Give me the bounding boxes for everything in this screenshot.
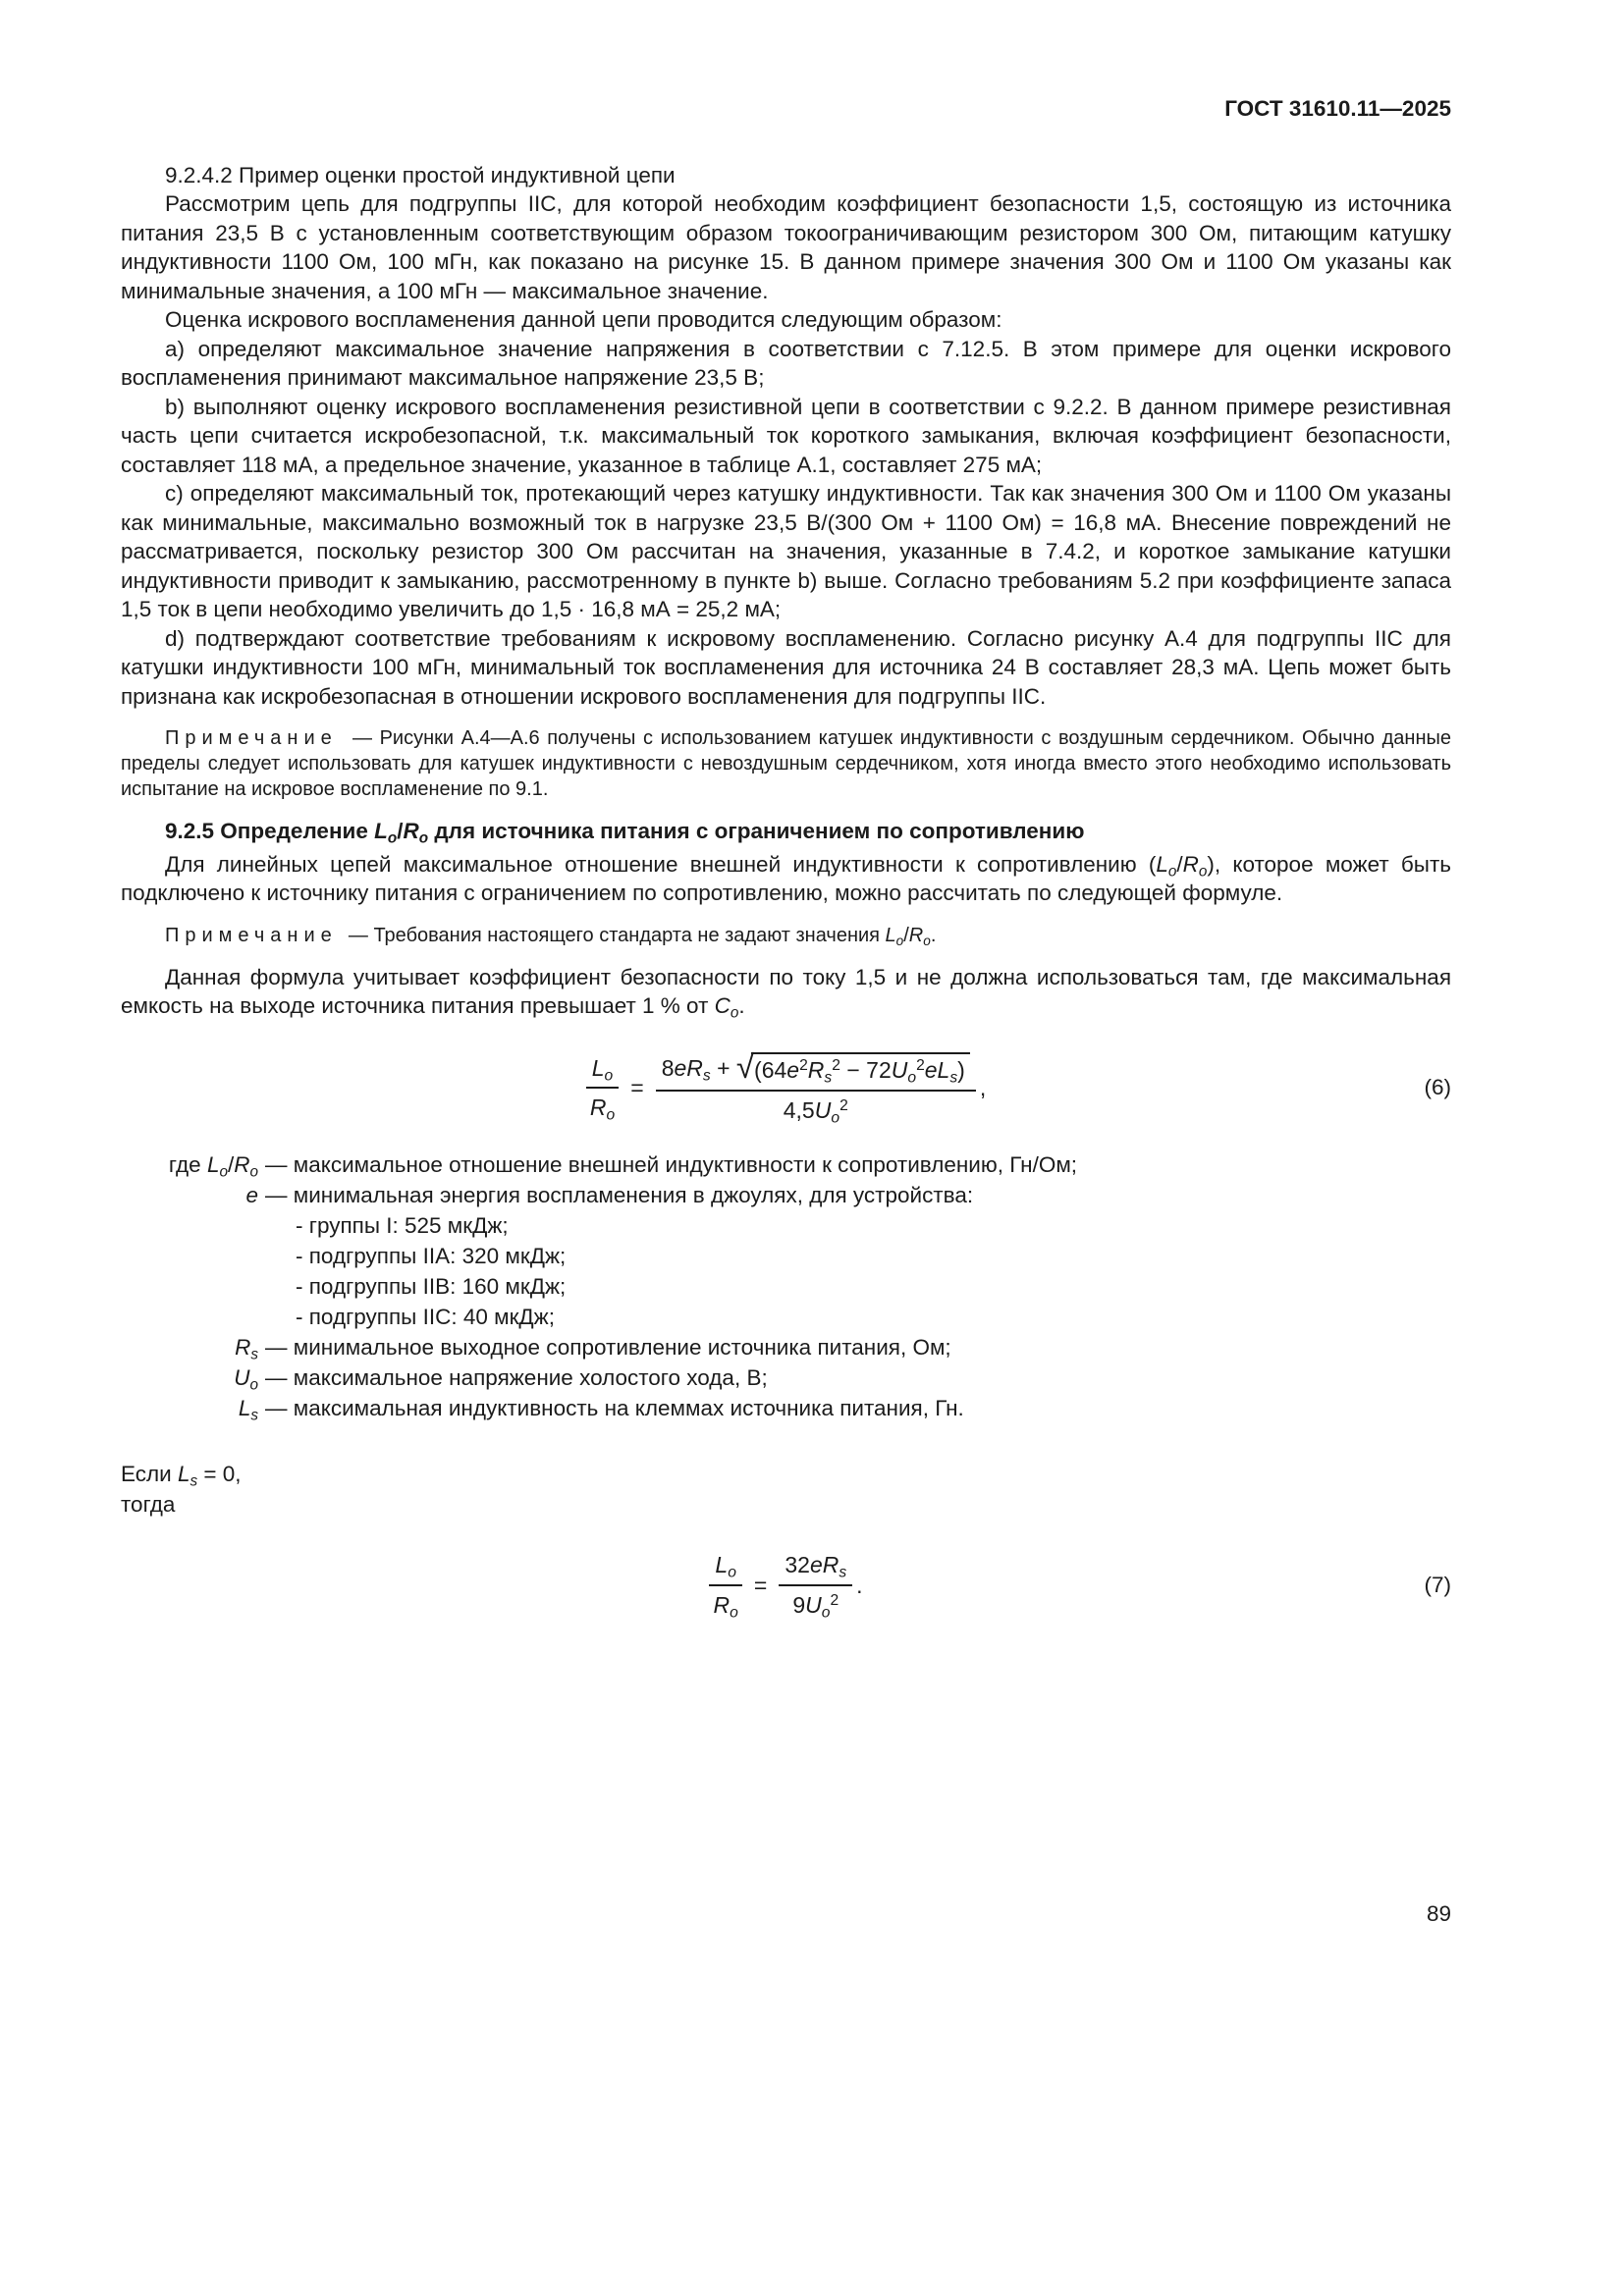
formula-7 <box>121 1551 1451 1620</box>
condition-if-line: Если $L_s = 0$, <box>121 1462 242 1490</box>
doc-number: ГОСТ 31610.11—2025 <box>1224 96 1451 121</box>
where-list <box>121 1149 1451 1423</box>
where-term: e <box>245 1183 258 1208</box>
formula-7-rhs-denominator: $9U_o^2$ <box>792 1592 839 1622</box>
formula-6-rhs-fraction <box>656 1047 976 1126</box>
square-root <box>735 1047 970 1086</box>
where-description: — минимальное выходное сопротивление источника питания, Ом; <box>265 1335 951 1361</box>
formula-7-trailing-punctuation: . <box>856 1572 863 1598</box>
energy-option-group-i: - группы I: 525 мкДж; <box>296 1213 509 1239</box>
formula-6-number: (6) <box>1424 1075 1451 1100</box>
formula-6-trailing-punctuation: , <box>979 1075 987 1100</box>
where-term: $U_o$ <box>234 1365 258 1394</box>
energy-option-iia: - подгруппы IIA: 320 мкДж; <box>296 1244 567 1269</box>
paragraph-example-intro: Рассмотрим цепь для подгруппы IIC, для которой необходим коэффициент безопасности 1,5, состоящую из источника питания 23,5 В с установленным соответствующим образом токоограничивающим резистором 300 Ом, питающим катушку индуктивности 1100 Ом, 100 мГн, как показано на рисунке 15. В данном примере значения 300 Ом и 1100 Ом указаны как минимальные значения, а 100 мГн — максимальное значение. <box>121 191 1451 303</box>
where-description: — максимальная индуктивность на клеммах источника питания, Гн. <box>265 1396 964 1421</box>
page-header <box>121 94 1451 124</box>
equals-sign: = <box>630 1075 644 1100</box>
formula-6-rhs-numerator <box>656 1047 976 1092</box>
where-description: — максимальное напряжение холостого хода, В; <box>265 1365 768 1391</box>
formula-6-lhs-numerator: $L_o$ <box>586 1054 620 1090</box>
formula-6 <box>121 1047 1451 1126</box>
condition-then-line: тогда <box>121 1492 176 1518</box>
where-term: $R_s$ <box>235 1335 258 1363</box>
formula-7-lhs-numerator: $L_o$ <box>709 1551 742 1586</box>
paragraph-925-intro: Для линейных цепей максимальное отношение внешней индуктивности к сопротивлению $(L_o/R_o)$, которое может быть подключено к источнику питания с ограничением по сопротивлению, можно рассчитать по следующей формуле. <box>121 851 1451 905</box>
note-1 <box>121 725 1451 802</box>
formula-7-lhs-fraction <box>709 1551 742 1620</box>
note-1-text: — Рисунки А.4—А.6 получены с использованием катушек индуктивности с воздушным сердечником. Обычно данные пределы следует использовать для катушек индуктивности с невоздушным сердечником, хотя иногда вместо этого необходимо использовать испытание на искровое воспламенение по 9.1. <box>121 727 1451 800</box>
note-2-label: Примечание <box>165 924 338 946</box>
equals-sign: = <box>753 1572 768 1598</box>
where-description: — максимальное отношение внешней индуктивности к сопротивлению, Гн/Ом; <box>265 1152 1078 1178</box>
section-9242-heading: 9.2.4.2 Пример оценки простой индуктивной цепи <box>165 162 676 187</box>
formula-6-lhs-fraction <box>586 1054 620 1123</box>
energy-option-iic: - подгруппы IIC: 40 мкДж; <box>296 1305 555 1330</box>
where-term: где $L_o/R_o$ <box>168 1152 258 1181</box>
formula-6-rhs-denominator: $4,5U_o^2$ <box>783 1096 848 1126</box>
list-item-d: d) подтверждают соответствие требованиям к искровому воспламенению. Согласно рисунку А.4 для подгруппы IIC для катушки индуктивности 100 мГн, минимальный ток воспламенения для источника 24 В составляет 28,3 мА. Цепь может быть признана как искробезопасная в отношении искрового воспламенения для подгруппы IIC. <box>121 625 1451 709</box>
where-row-ls <box>121 1393 1451 1423</box>
paragraph-assessment-intro: Оценка искрового воспламенения данной цепи проводится следующим образом: <box>165 307 1002 332</box>
paragraph-formula-intro: Данная формула учитывает коэффициент безопасности по току 1,5 и не должна использоваться там, где максимальная емкость на выходе источника питания превышает 1 % от $C_o$. <box>121 964 1451 1022</box>
section-925-heading: 9.2.5 Определение $L_o/R_o$ для источника питания с ограничением по сопротивлению <box>165 819 1085 847</box>
formula-7-rhs-numerator: 32 $eR_s$ <box>779 1551 852 1586</box>
formula-6-numerator-left: $8eR_s$ + <box>661 1054 736 1084</box>
radical-sign-icon: √ <box>735 1047 755 1085</box>
where-term: $L_s$ <box>238 1396 258 1424</box>
condition-block <box>121 1459 1451 1520</box>
formula-6-radicand: $(64e^2R_s^2 - 72U_o^2eL_s)$ <box>751 1052 970 1085</box>
list-item-a: a) определяют максимальное значение напряжения в соответствии с 7.12.5. В этом примере для оценки искрового воспламенения принимают максимальное напряжение 23,5 В; <box>121 336 1451 390</box>
note-2-text: — Требования настоящего стандарта не задают значения $L_o/R_o$. <box>348 924 937 948</box>
formula-7-number: (7) <box>1424 1572 1451 1597</box>
where-row-uo <box>121 1362 1451 1393</box>
where-row-rs <box>121 1332 1451 1362</box>
formula-6-lhs-denominator: $R_o$ <box>589 1095 616 1124</box>
list-item-b: b) выполняют оценку искрового воспламенения резистивной цепи в соответствии с 9.2.2. В данном примере резистивная часть цепи считается искробезопасной, т.к. максимальный ток короткого замыкания, включая коэффициент безопасности, составляет 118 мА, а предельное значение, указанное в таблице А.1, составляет 275 мА; <box>121 394 1451 477</box>
formula-7-rhs-fraction <box>779 1551 852 1620</box>
energy-option-iib: - подгруппы IIB: 160 мкДж; <box>296 1274 567 1300</box>
note-1-label: Примечание <box>165 727 338 749</box>
where-description: — минимальная энергия воспламенения в джоулях, для устройства: <box>265 1183 974 1208</box>
formula-7-lhs-denominator: $R_o$ <box>713 1592 738 1622</box>
where-row-e <box>121 1180 1451 1210</box>
page-number: 89 <box>1426 1901 1451 1926</box>
note-2 <box>121 923 1451 948</box>
list-item-c: c) определяют максимальный ток, протекающий через катушку индуктивности. Так как значения 300 Ом и 1100 Ом указаны как минимальные, максимально возможный ток в нагрузке 23,5 В/(300 Ом + 1100 Ом) = 16,8 мА. Внесение повреждений не рассматривается, поскольку резистор 300 Ом рассчитан на значения, указанные в 7.4.2, и короткое замыкание катушки индуктивности приводит к замыканию, рассмотренному в пункте b) выше. Согласно требованиям 5.2 при коэффициенте запаса 1,5 ток в цепи необходимо увеличить до 1,5 · 16,8 мА = 25,2 мА; <box>121 481 1451 621</box>
where-row-lo-ro <box>121 1149 1451 1180</box>
